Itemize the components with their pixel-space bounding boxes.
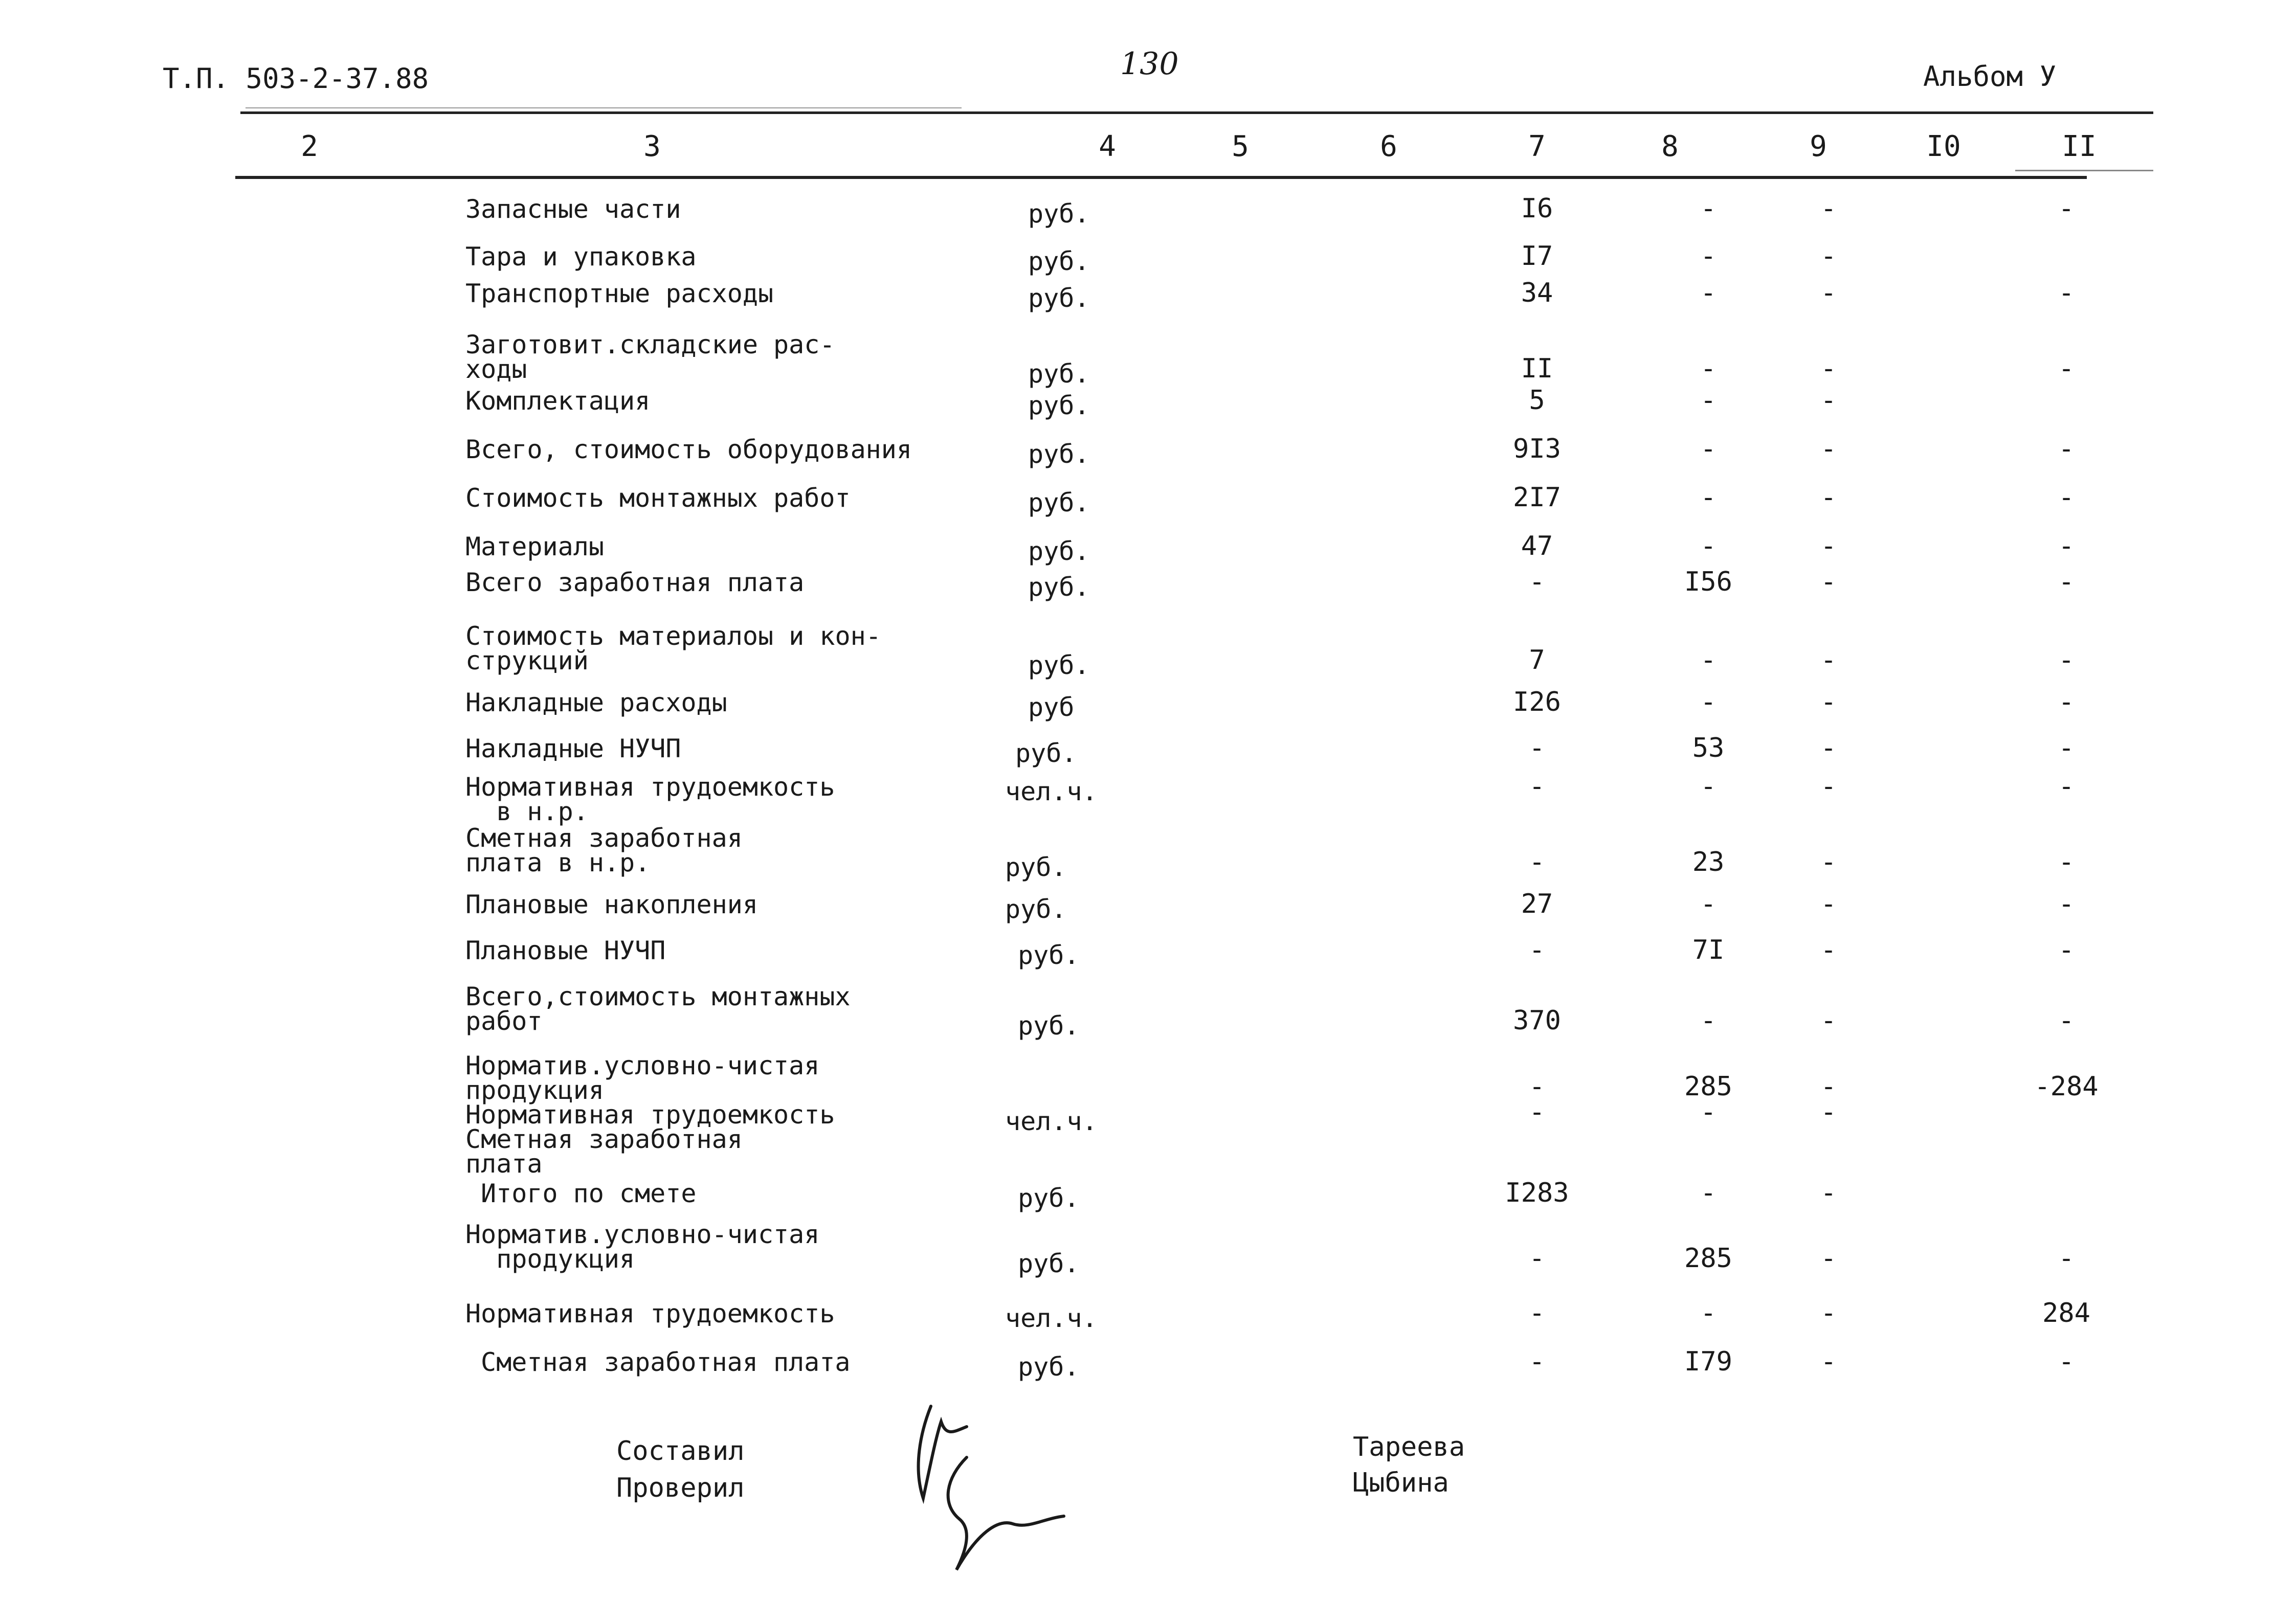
column-number-3: 4 xyxy=(1099,130,1116,163)
cell-col-7: - xyxy=(1529,1298,1545,1328)
row-label: Плановые накопления xyxy=(465,890,758,919)
cell-col-11: - xyxy=(2058,645,2075,675)
column-header-rule xyxy=(235,176,2087,179)
cell-col-11: - xyxy=(2058,771,2075,802)
cell-col-8: I79 xyxy=(1684,1346,1732,1377)
row-unit: руб. xyxy=(1028,199,1090,229)
cell-col-7: I6 xyxy=(1521,193,1553,224)
row-unit: чел.ч. xyxy=(1005,1303,1098,1333)
cell-col-8: - xyxy=(1700,1298,1717,1328)
row-label: Заготовит.складские рас- ходы xyxy=(465,330,835,384)
row-label: Запасные части xyxy=(465,194,681,224)
cell-col-11: - xyxy=(2058,531,2075,561)
cell-col-7: 9I3 xyxy=(1513,434,1561,464)
row-unit: руб. xyxy=(1018,1249,1080,1278)
cell-col-9: - xyxy=(1820,278,1837,308)
cell-col-7: II xyxy=(1521,353,1553,384)
page-number: 130 xyxy=(1120,46,1179,82)
cell-col-9: - xyxy=(1820,889,1837,919)
row-label: Сметная заработная плата в н.р. xyxy=(465,823,743,877)
cell-col-9: - xyxy=(1820,567,1837,597)
cell-col-7: 2I7 xyxy=(1513,482,1561,513)
cell-col-8: - xyxy=(1700,687,1717,717)
cell-col-7: 370 xyxy=(1513,1005,1561,1036)
row-label: Всего,стоимость монтажных работ xyxy=(465,982,851,1036)
cell-col-8: - xyxy=(1700,353,1717,384)
cell-col-9: - xyxy=(1820,531,1837,561)
cell-col-9: - xyxy=(1820,193,1837,224)
cell-col-8: - xyxy=(1700,1005,1717,1036)
cell-col-7: 27 xyxy=(1521,889,1553,919)
cell-col-11: 284 xyxy=(2042,1298,2090,1328)
cell-col-9: - xyxy=(1820,935,1837,965)
row-unit: руб. xyxy=(1018,940,1080,970)
row-unit: руб. xyxy=(1018,1352,1080,1382)
checked-label: Проверил xyxy=(616,1473,745,1503)
cell-col-11: - xyxy=(2058,278,2075,308)
row-label: Стоимость монтажных работ xyxy=(465,483,851,513)
cell-col-7: I26 xyxy=(1513,687,1561,717)
column-number-10: II xyxy=(2062,130,2097,163)
row-label: Нормативная трудоемкость xyxy=(465,1299,835,1328)
column-header-rule-right xyxy=(2015,170,2153,171)
document-code: Т.П. 503-2-37.88 xyxy=(163,62,429,95)
row-label: Нормативная трудоемкость в н.р. xyxy=(465,772,835,826)
album-label: Альбом У xyxy=(1923,60,2057,93)
cell-col-7: - xyxy=(1529,1346,1545,1377)
cell-col-9: - xyxy=(1820,1005,1837,1036)
cell-col-8: 23 xyxy=(1692,847,1725,877)
cell-col-7: - xyxy=(1529,771,1545,802)
column-number-2: 3 xyxy=(643,130,661,163)
cell-col-11: - xyxy=(2058,567,2075,597)
compiled-label: Составил xyxy=(616,1436,745,1467)
row-label: Сметная заработная плата xyxy=(481,1347,851,1377)
column-number-1: 2 xyxy=(301,130,318,163)
cell-col-9: - xyxy=(1820,771,1837,802)
cell-col-9: - xyxy=(1820,687,1837,717)
cell-col-11: - xyxy=(2058,434,2075,464)
handwritten-signature xyxy=(910,1401,1079,1575)
row-unit: руб. xyxy=(1028,246,1090,276)
cell-col-7: - xyxy=(1529,733,1545,763)
compiled-name: Тареева xyxy=(1353,1432,1465,1462)
cell-col-9: - xyxy=(1820,434,1837,464)
cell-col-8: - xyxy=(1700,434,1717,464)
cell-col-11: - xyxy=(2058,353,2075,384)
row-unit: чел.ч. xyxy=(1005,1107,1098,1136)
row-label: Накладные расходы xyxy=(465,688,727,717)
cell-col-11: - xyxy=(2058,482,2075,513)
row-label: Накладные НУЧП xyxy=(465,734,681,763)
cell-col-8: 285 - xyxy=(1684,1071,1732,1128)
header-faint-rule xyxy=(246,107,962,108)
cell-col-8: - xyxy=(1700,645,1717,675)
row-label: Стоимость материалоы и кон- струкций xyxy=(465,621,881,675)
row-unit: руб. xyxy=(1028,283,1090,313)
cell-col-7: I283 xyxy=(1505,1178,1569,1208)
cell-col-9: - xyxy=(1820,1178,1837,1208)
cell-col-11: - xyxy=(2058,1005,2075,1036)
cell-col-7: 7 xyxy=(1529,645,1545,675)
row-label: Плановые НУЧП xyxy=(465,936,666,965)
cell-col-8: - xyxy=(1700,193,1717,224)
column-number-5: 6 xyxy=(1380,130,1397,163)
cell-col-7: 47 xyxy=(1521,531,1553,561)
cell-col-9: - xyxy=(1820,385,1837,416)
cell-col-11: - xyxy=(2058,1346,2075,1377)
row-unit: чел.ч. xyxy=(1005,777,1098,806)
cell-col-9: - xyxy=(1820,847,1837,877)
cell-col-11: - xyxy=(2058,193,2075,224)
row-label: Всего заработная плата xyxy=(465,568,805,597)
cell-col-8: 7I xyxy=(1692,935,1725,965)
cell-col-7: - xyxy=(1529,1243,1545,1274)
cell-col-11: - xyxy=(2058,1243,2075,1274)
cell-col-9: - xyxy=(1820,1298,1837,1328)
cell-col-8: - xyxy=(1700,385,1717,416)
cell-col-11: - xyxy=(2058,847,2075,877)
row-unit: руб. xyxy=(1005,852,1067,882)
cell-col-7: - - xyxy=(1529,1071,1545,1128)
cell-col-9: - xyxy=(1820,733,1837,763)
row-unit: руб. xyxy=(1028,391,1090,420)
cell-col-8: - xyxy=(1700,278,1717,308)
row-unit: руб. xyxy=(1028,488,1090,517)
cell-col-7: 34 xyxy=(1521,278,1553,308)
cell-col-8: 53 xyxy=(1692,733,1725,763)
cell-col-8: - xyxy=(1700,241,1717,272)
row-label: Норматив.условно-чистая продукция xyxy=(465,1220,820,1274)
cell-col-8: - xyxy=(1700,889,1717,919)
cell-col-9: - xyxy=(1820,1346,1837,1377)
row-label: Норматив.условно-чистая продукция Нормативная трудоемкость Сметная заработная плата xyxy=(465,1051,835,1179)
cell-col-11: - xyxy=(2058,733,2075,763)
row-unit: руб. xyxy=(1028,439,1090,469)
cell-col-8: 285 xyxy=(1684,1243,1732,1274)
cell-col-9: - xyxy=(1820,1243,1837,1274)
row-unit: руб. xyxy=(1015,738,1077,768)
row-unit: руб. xyxy=(1028,572,1090,602)
cell-col-9: - xyxy=(1820,482,1837,513)
cell-col-11: - xyxy=(2058,687,2075,717)
column-number-9: I0 xyxy=(1926,130,1961,163)
cell-col-11: - xyxy=(2058,889,2075,919)
cell-col-9: - xyxy=(1820,645,1837,675)
row-unit: руб. xyxy=(1018,1183,1080,1213)
cell-col-8: I56 xyxy=(1684,567,1732,597)
column-number-7: 8 xyxy=(1661,130,1679,163)
row-label: Итого по смете xyxy=(481,1179,697,1208)
cell-col-7: I7 xyxy=(1521,241,1553,272)
row-unit: руб xyxy=(1028,692,1075,722)
cell-col-11: - xyxy=(2058,935,2075,965)
header-rule xyxy=(240,111,2153,114)
cell-col-8: - xyxy=(1700,531,1717,561)
cell-col-9: - - xyxy=(1820,1071,1837,1128)
row-label: Комплектация xyxy=(465,386,651,416)
cell-col-7: - xyxy=(1529,847,1545,877)
row-unit: руб. xyxy=(1005,894,1067,924)
cell-col-9: - xyxy=(1820,353,1837,384)
row-unit: руб. xyxy=(1028,650,1090,680)
checked-name: Цыбина xyxy=(1353,1468,1449,1498)
row-unit: руб. xyxy=(1018,1011,1080,1041)
row-label: Материалы xyxy=(465,532,604,561)
row-label: Всего, стоимость оборудования xyxy=(465,435,912,464)
cell-col-8: - xyxy=(1700,482,1717,513)
cell-col-7: - xyxy=(1529,935,1545,965)
cell-col-8: - xyxy=(1700,771,1717,802)
column-number-4: 5 xyxy=(1232,130,1249,163)
column-number-8: 9 xyxy=(1810,130,1827,163)
cell-col-7: 5 xyxy=(1529,385,1545,416)
row-label: Транспортные расходы xyxy=(465,279,774,308)
cell-col-8: - xyxy=(1700,1178,1717,1208)
row-label: Тара и упаковка xyxy=(465,242,697,272)
row-unit: руб. xyxy=(1028,359,1090,389)
column-number-6: 7 xyxy=(1528,130,1546,163)
cell-col-11: -284 xyxy=(2034,1071,2099,1102)
row-unit: руб. xyxy=(1028,536,1090,566)
cell-col-7: - xyxy=(1529,567,1545,597)
cell-col-9: - xyxy=(1820,241,1837,272)
